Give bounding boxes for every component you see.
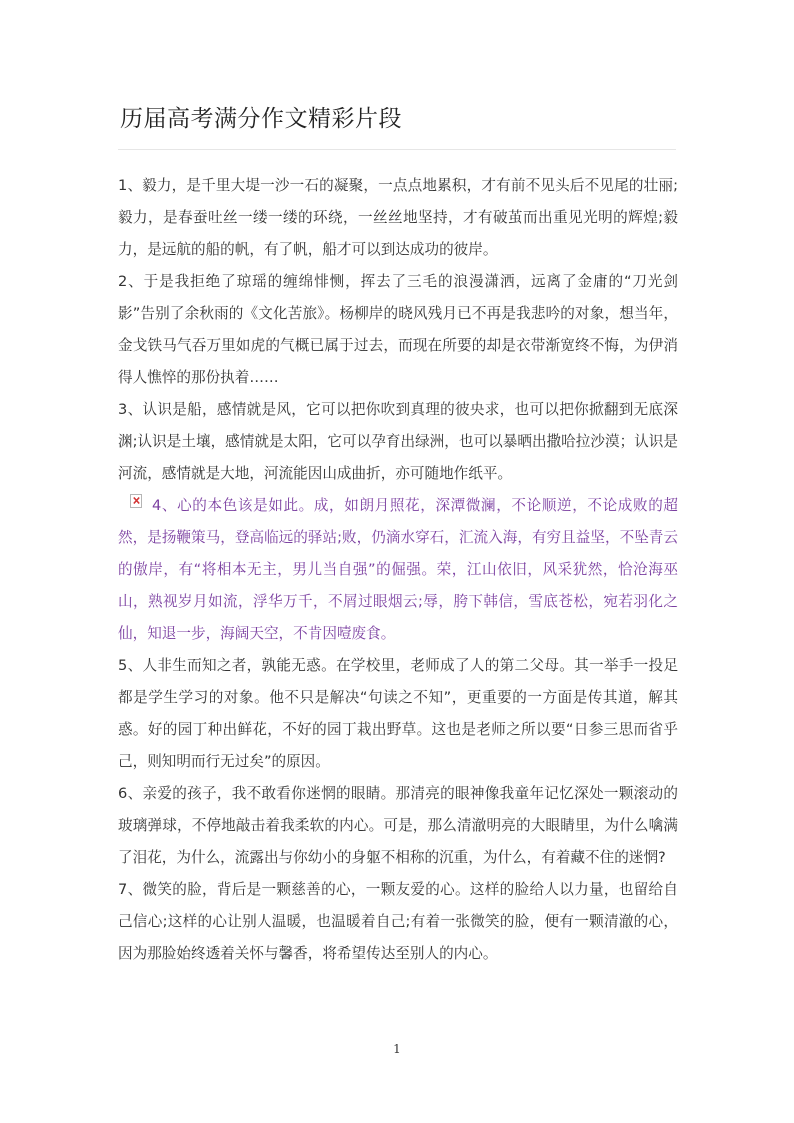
paragraph-7: 7、微笑的脸，背后是一颗慈善的心，一颗友爱的心。这样的脸给人以力量，也留给自己信心;这样的心让别人温暖，也温暖着自己;有着一张微笑的脸，便有一颗清澈的心，因为那脸始终透着关怀与馨香，将希望传达至别人的内心。	[118, 881, 678, 962]
page-title: 历届高考满分作文精彩片段	[120, 106, 402, 132]
paragraph-5: 5、人非生而知之者，孰能无惑。在学校里，老师成了人的第二父母。其一举手一投足都是学生学习的对象。他不只是解决“句读之不知”，更重要的一方面是传其道，解其惑。好的园丁种出鲜花，不好的园丁栽出野草。这也是老师之所以要“日参三思而省乎己，则知明而行无过矣”的原因。	[118, 657, 678, 770]
paragraph-6: 6、亲爱的孩子，我不敢看你迷惘的眼睛。那清亮的眼神像我童年记忆深处一颗滚动的玻璃弹球，不停地敲击着我柔软的内心。可是，那么清澈明亮的大眼睛里，为什么噙满了泪花，为什么，流露出与你幼小的身躯不相称的沉重，为什么，有着藏不住的迷惘?	[118, 785, 678, 866]
article-body	[118, 170, 678, 970]
paragraph-4-text: 4、心的本色该是如此。成，如朗月照花，深潭微澜，不论顺逆，不论成败的超然，是扬鞭策马，登高临远的驿站;败，仍滴水穿石，汇流入海，有穷且益坚，不坠青云的傲岸，有“将相本无主，男儿当自强”的倔强。荣，江山依旧，风采犹然，恰沧海巫山，熟视岁月如流，浮华万千，不屑过眼烟云;辱，胯下韩信，雪底苍松，宛若羽化之仙，知退一步，海阔天空，不肯因噎废食。	[118, 497, 678, 642]
paragraph-3: 3、认识是船，感情就是风，它可以把你吹到真理的彼央求，也可以把你掀翻到无底深渊;认识是土壤，感情就是太阳，它可以孕育出绿洲，也可以暴晒出撒哈拉沙漠；认识是河流，感情就是大地，河流能因山成曲折，亦可随地作纸平。	[118, 401, 678, 482]
paragraph-1: 1、毅力，是千里大堤一沙一石的凝聚，一点点地累积，才有前不见头后不见尾的壮丽;毅力，是春蚕吐丝一缕一缕的环绕，一丝丝地坚持，才有破茧而出重见光明的辉煌;毅力，是远航的船的帆，有了帆，船才可以到达成功的彼岸。	[118, 177, 678, 258]
title-divider	[118, 149, 676, 150]
paragraph-4	[118, 490, 678, 650]
paragraph-2: 2、于是我拒绝了琼瑶的缠绵悱恻，挥去了三毛的浪漫潇洒，远离了金庸的“刀光剑影”告别了余秋雨的《文化苦旅》。杨柳岸的晓风残月已不再是我悲吟的对象，想当年，金戈铁马气吞万里如虎的气概已属于过去，而现在所要的却是衣带渐宽终不悔，为伊消得人憔悴的那份执着……	[118, 273, 678, 386]
page-number: 1	[393, 1042, 401, 1056]
